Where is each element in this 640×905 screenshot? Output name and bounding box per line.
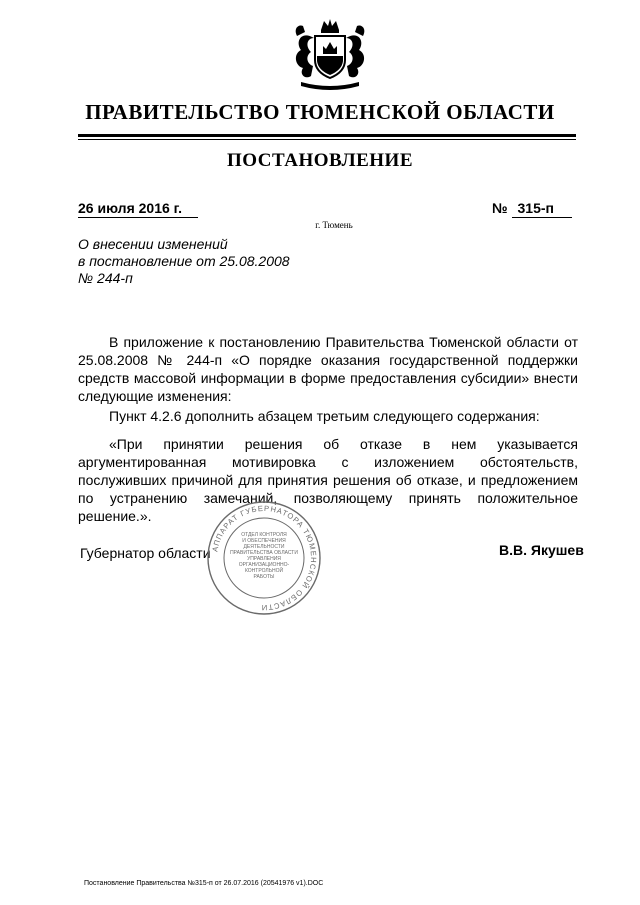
svg-text:ОРГАНИЗАЦИОННО-: ОРГАНИЗАЦИОННО- <box>238 562 290 568</box>
document-type: ПОСТАНОВЛЕНИЕ <box>226 150 414 171</box>
stamp-outer-text: АППАРАТ ГУБЕРНАТОРА ТЮМЕНСКОЙ ОБЛАСТИ <box>210 503 319 613</box>
official-stamp <box>206 500 322 616</box>
svg-text:ПРАВИТЕЛЬСТВА ОБЛАСТИ: ПРАВИТЕЛЬСТВА ОБЛАСТИ <box>230 550 298 556</box>
coat-of-arms-icon <box>287 16 373 92</box>
body-paragraph-2: Пункт 4.2.6 дополнить абзацем третьим следующего содержания: <box>109 408 540 424</box>
signatory-position: Губернатор области <box>80 545 211 561</box>
svg-text:ДЕЯТЕЛЬНОСТИ: ДЕЯТЕЛЬНОСТИ <box>243 544 285 550</box>
body-paragraph-1: В приложение к постановлению Правительства Тюменской области от 25.08.2008 № 244-п «О порядке оказания государственной поддержки средств массовой информации в форме предоставления субсидии» внести следующие изменения: <box>78 334 578 404</box>
number-value: 315-п <box>512 200 572 218</box>
header-rule-thick <box>78 134 576 137</box>
document-footer: Постановление Правительства №315-п от 26.07.2016 (20541976 v1).DOC <box>84 880 324 887</box>
subject-line: в постановление от 25.08.2008 <box>78 253 290 269</box>
header-rule-thin <box>78 139 576 140</box>
document-number <box>492 200 572 218</box>
document-subject <box>78 236 290 287</box>
body-paragraph-3: «При принятии решения об отказе в нем указывается аргументированная мотивировка с изложением обстоятельств, послуживших причиной для принятия решения об отказе, и предложением по устранению замечаний, позволяющему принять положительное решение.». <box>78 436 578 524</box>
svg-text:УПРАВЛЕНИЯ: УПРАВЛЕНИЯ <box>247 556 281 562</box>
svg-text:РАБОТЫ: РАБОТЫ <box>253 574 275 580</box>
document-city: г. Тюмень <box>315 220 353 230</box>
subject-line: О внесении изменений <box>78 236 228 252</box>
svg-text:КОНТРОЛЬНОЙ: КОНТРОЛЬНОЙ <box>244 568 284 574</box>
subject-line: № 244-п <box>78 270 133 286</box>
government-title: ПРАВИТЕЛЬСТВО ТЮМЕНСКОЙ ОБЛАСТИ <box>85 100 555 124</box>
signatory-name: В.В. Якушев <box>499 542 584 558</box>
svg-text:И ОБЕСПЕЧЕНИЯ: И ОБЕСПЕЧЕНИЯ <box>242 538 286 544</box>
number-prefix: № <box>492 200 508 216</box>
document-date: 26 июля 2016 г. <box>78 200 198 218</box>
svg-text:ОТДЕЛ КОНТРОЛЯ: ОТДЕЛ КОНТРОЛЯ <box>241 532 287 538</box>
